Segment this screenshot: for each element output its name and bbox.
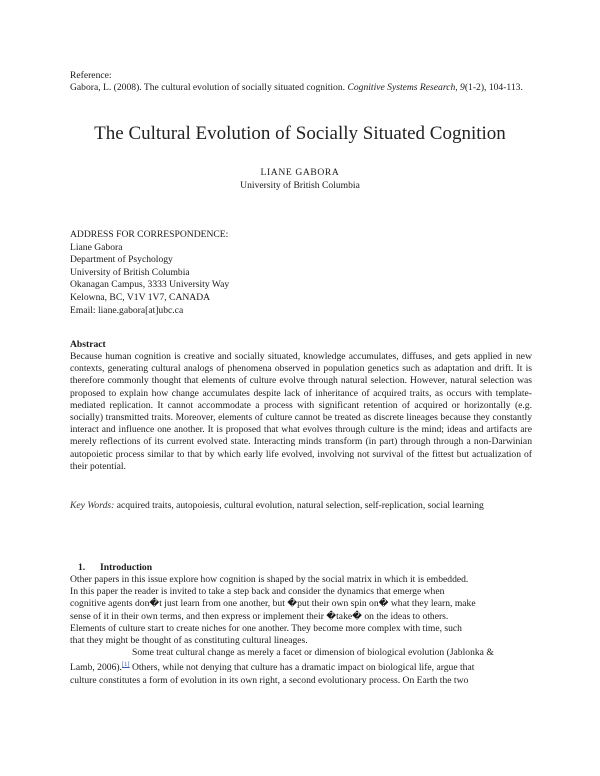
address-line: Department of Psychology bbox=[70, 254, 173, 266]
author-affiliation: University of British Columbia bbox=[240, 180, 360, 191]
citation-text: Lamb, 2006). bbox=[70, 662, 122, 674]
text-line: Some treat cultural change as merely a facet or dimension of biological evolution (Jablonka & bbox=[132, 647, 494, 659]
abstract-text: Because human cognition is creative and socially situated, knowledge accumulates, diffuses, and gets applied in new contexts, generating cultural analogs of phenomena observed in population genetics such as adaptation and drift. It is therefore commonly thought that elements of culture evolve through natural selection. However, natural selection was proposed to explain how change accumulates despite lack of inheritance of acquired traits, as occurs with template-mediated replication. It cannot accommodate a process with significant retention of acquired or horizontally (e.g. socially) transmitted traits. Moreover, elements of culture cannot be treated as discrete lineages because they constantly interact and influence one another. It is proposed that what evolves through culture is the mind; ideas and artifacts are merely reflections of its current evolved state. Interacting minds transform (in part) through through a non-Darwinian autopoietic process similar to that by which early life evolved, involving not survival of the fittest but actualization of their potential. bbox=[70, 351, 532, 472]
keywords-label: Key Words: bbox=[70, 500, 115, 511]
author-name: LIANE GABORA bbox=[260, 167, 340, 178]
reference-block bbox=[70, 70, 532, 94]
reference-label: Reference: bbox=[70, 70, 112, 81]
correspondence-address bbox=[70, 229, 532, 317]
citation-lead: Gabora, L. (2008). The cultural evolution of socially situated cognition. bbox=[70, 82, 348, 94]
text-line: culture constitutes a form of evolution in its own right, a second evolutionary process. On Earth the two bbox=[70, 674, 469, 686]
introduction-body bbox=[70, 574, 532, 687]
section-heading bbox=[70, 562, 532, 574]
intro-paragraph-1 bbox=[70, 574, 532, 647]
citation-journal: Cognitive Systems Research, 9 bbox=[347, 82, 465, 94]
keywords-text: acquired traits, autopoiesis, cultural evolution, natural selection, self-replication, social learning bbox=[114, 500, 484, 511]
paper-title: The Cultural Evolution of Socially Situated Cognition bbox=[94, 123, 506, 144]
keywords bbox=[70, 500, 532, 512]
text-line: Other papers in this issue explore how cognition is shaped by the social matrix in which it is embedded. bbox=[70, 574, 469, 585]
section-title: Introduction bbox=[100, 562, 153, 573]
author-block bbox=[0, 166, 600, 192]
address-heading: ADDRESS FOR CORRESPONDENCE: bbox=[70, 229, 229, 240]
abstract-heading: Abstract bbox=[70, 339, 106, 350]
text-fragment: Others, while not denying that culture has a dramatic impact on biological life, argue that bbox=[129, 662, 475, 674]
section-number: 1. bbox=[78, 562, 86, 573]
address-line: Liane Gabora bbox=[70, 241, 123, 253]
text-line: sense of it in their own terms, and then express or implement their �take� on the ideas to others. bbox=[70, 610, 449, 622]
text-line: Elements of culture start to create niches for one another. They become more complex with time, such bbox=[70, 622, 462, 634]
address-email: Email: liane.gabora[at]ubc.ca bbox=[70, 304, 184, 316]
address-line: Okanagan Campus, 3333 University Way bbox=[70, 279, 230, 291]
text-line: In this paper the reader is invited to take a step back and consider the dynamics that emerge when bbox=[70, 586, 445, 598]
text-line: that they might be thought of as constituting cultural lineages. bbox=[70, 635, 308, 647]
footnote-link[interactable]: [1] bbox=[121, 661, 130, 669]
reference-citation bbox=[70, 82, 532, 94]
address-line: University of British Columbia bbox=[70, 266, 190, 278]
intro-paragraph-2 bbox=[70, 647, 532, 687]
citation-tail: (1-2), 104-113. bbox=[464, 82, 523, 94]
text-line: cognitive agents don�t just learn from one another, but �put their own spin on� what they learn, make bbox=[70, 598, 476, 610]
address-line: Kelowna, BC, V1V 1V7, CANADA bbox=[70, 291, 211, 303]
text-line bbox=[70, 659, 532, 674]
